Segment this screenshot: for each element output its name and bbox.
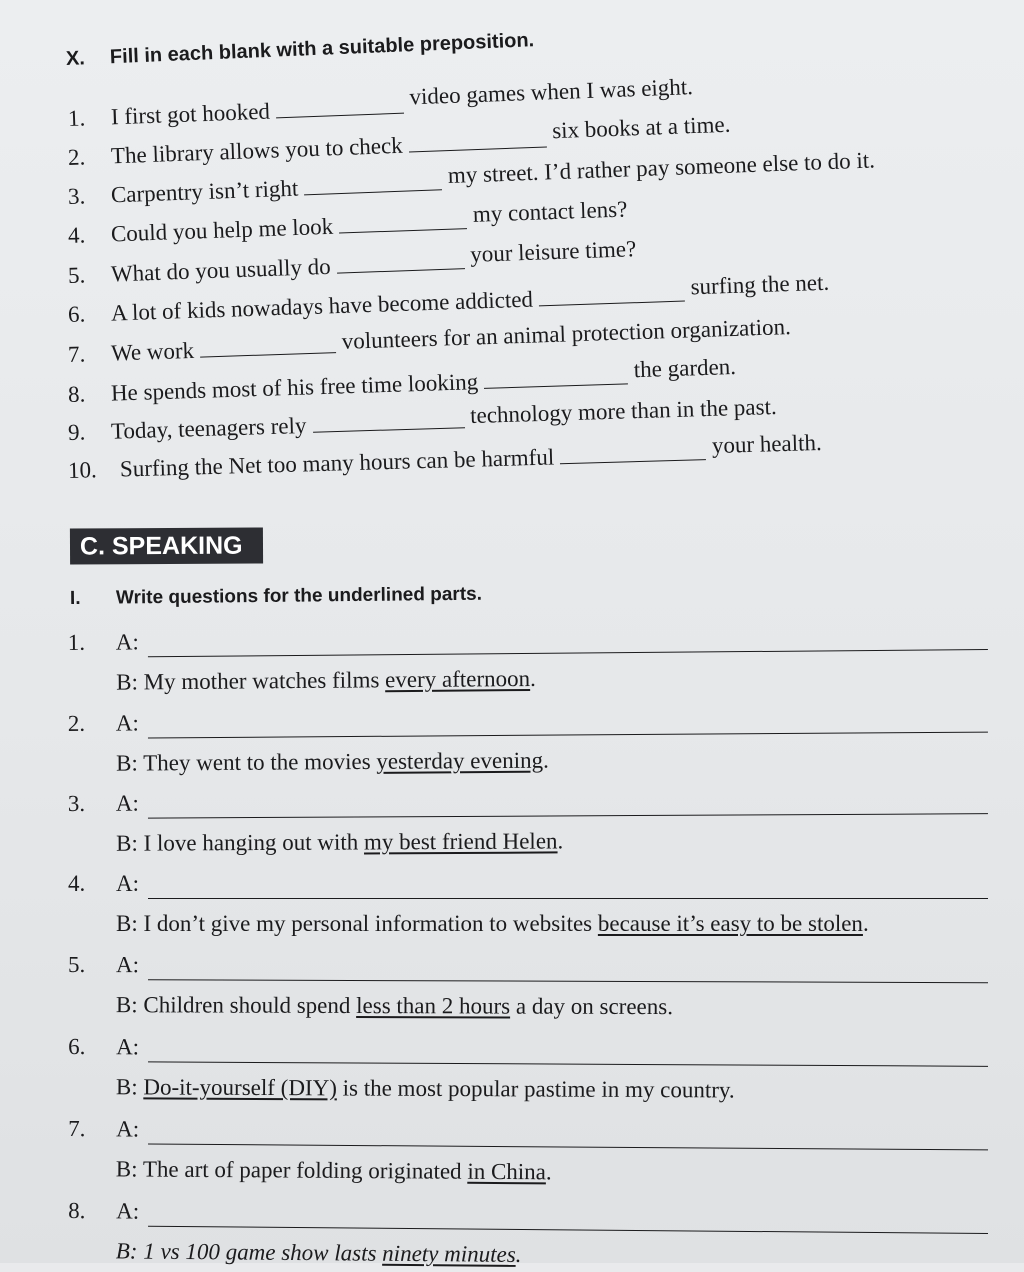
item-text-after: my street. I’d rather pay someone else to do it. — [447, 147, 876, 189]
answer-line[interactable] — [148, 979, 988, 983]
answer-line[interactable] — [148, 1226, 988, 1234]
answer-blank[interactable] — [275, 95, 404, 119]
section-badge: C. SPEAKING — [70, 527, 263, 564]
b-text-after: a day on screens. — [510, 993, 674, 1020]
b-text-after: . — [515, 1241, 522, 1267]
answer-blank[interactable] — [339, 210, 468, 233]
b-answer — [68, 1074, 988, 1105]
b-text-after: is the most popular pastime in my country. — [336, 1075, 735, 1103]
b-underlined-part: ninety minutes — [382, 1240, 516, 1267]
qa-item-5 — [68, 952, 988, 1021]
item-number: 3. — [67, 790, 86, 817]
answer-blank[interactable] — [336, 250, 465, 273]
a-label: A: — [115, 790, 139, 816]
answer-blank[interactable] — [560, 441, 706, 464]
b-text-before: B: 1 vs 100 game show lasts — [115, 1238, 383, 1266]
b-underlined-part: less than 2 hours — [356, 993, 511, 1019]
item-number: 6. — [67, 301, 86, 327]
b-text-before: B: My mother watches films — [116, 667, 386, 695]
b-answer — [68, 745, 988, 777]
answer-blank[interactable] — [304, 171, 443, 195]
item-text-after: surfing the net. — [690, 269, 830, 300]
item-text-after: video games when I was eight. — [409, 74, 694, 110]
item-text-before: Carpentry isn’t right — [110, 175, 299, 208]
item-number: 4. — [68, 871, 86, 896]
answer-blank[interactable] — [408, 128, 547, 152]
answer-line[interactable] — [148, 732, 988, 739]
item-number: 1. — [67, 629, 86, 656]
qa-item-1 — [68, 622, 989, 696]
b-underlined-part: Do-it-yourself (DIY) — [143, 1074, 337, 1101]
item-text-after: six books at a time. — [551, 111, 731, 144]
item-number: 5. — [67, 262, 86, 288]
exercise-x-item-10 — [67, 429, 823, 484]
b-text-before: B: — [115, 1074, 144, 1100]
exercise-x-item-5 — [67, 236, 637, 289]
item-text-after: technology more than in the past. — [469, 393, 777, 429]
item-number: 4. — [67, 222, 86, 248]
answer-blank[interactable] — [484, 365, 629, 389]
exercise-x-title: Fill in each blank with a suitable preposition. — [109, 29, 535, 69]
answer-line[interactable] — [148, 1061, 988, 1066]
b-underlined-part: my best friend Helen — [363, 828, 558, 855]
item-text-before: What do you usually do — [110, 253, 332, 287]
qa-item-6 — [68, 1034, 988, 1105]
qa-item-7 — [68, 1116, 988, 1188]
item-text-after: the garden. — [633, 354, 737, 383]
b-answer — [68, 662, 988, 696]
b-text-after: . — [545, 1159, 552, 1185]
item-text-before: We work — [110, 337, 195, 366]
exercise-x-item-9 — [67, 393, 778, 446]
item-text-before: Today, teenagers rely — [110, 412, 307, 444]
b-text-after: . — [862, 911, 869, 936]
b-underlined-part: yesterday evening — [376, 747, 544, 774]
item-text-after: your health. — [711, 429, 823, 459]
a-label: A: — [116, 1034, 140, 1060]
item-text-before: The library allows you to check — [110, 132, 404, 169]
item-number: 3. — [67, 183, 86, 209]
b-text-before: B: They went to the movies — [116, 748, 377, 776]
a-label: A: — [116, 1198, 140, 1224]
item-number: 5. — [68, 952, 86, 978]
item-text-before: I first got hooked — [110, 98, 271, 130]
b-underlined-part: every afternoon — [384, 665, 531, 693]
item-number: 8. — [68, 1198, 86, 1224]
answer-blank[interactable] — [200, 334, 337, 357]
qa-item-3 — [68, 786, 988, 857]
item-number: 9. — [67, 419, 86, 445]
exercise-i-number: I. — [69, 587, 81, 609]
qa-item-8 — [68, 1198, 989, 1272]
item-text-before: He spends most of his free time looking — [110, 369, 479, 406]
exercise-x-number: X. — [65, 47, 86, 70]
item-text-after: your leisure time? — [469, 236, 637, 267]
exercise-i-heading — [70, 584, 482, 610]
item-number: 2. — [67, 710, 86, 737]
b-text-after: . — [557, 828, 564, 854]
b-underlined-part: because it’s easy to be stolen — [597, 911, 863, 936]
answer-blank[interactable] — [539, 283, 686, 307]
item-number: 10. — [67, 457, 98, 483]
answer-line[interactable] — [148, 649, 988, 657]
item-number: 7. — [68, 1116, 86, 1142]
item-text-after: my contact lens? — [472, 196, 628, 227]
a-label: A: — [115, 629, 139, 655]
exercise-x-heading — [66, 29, 535, 71]
b-text-before: B: I don’t give my personal information to websites — [116, 911, 598, 936]
exercise-i-title: Write questions for the underlined parts. — [115, 583, 483, 609]
answer-line[interactable] — [148, 1144, 988, 1151]
item-text-before: Could you help me look — [110, 213, 334, 247]
b-text-after: . — [529, 665, 536, 691]
a-label: A: — [116, 871, 139, 896]
a-label: A: — [115, 710, 139, 736]
b-answer — [68, 1156, 988, 1188]
b-answer — [68, 826, 988, 857]
qa-item-4 — [68, 871, 988, 937]
item-text-before: Surfing the Net too many hours can be harmful — [119, 444, 555, 482]
answer-blank[interactable] — [312, 409, 464, 433]
a-label: A: — [116, 952, 140, 978]
answer-line[interactable] — [148, 898, 988, 899]
item-number: 7. — [67, 341, 86, 367]
b-answer — [68, 911, 988, 937]
b-text-after: . — [542, 747, 549, 773]
a-label: A: — [116, 1116, 140, 1142]
qa-item-2 — [68, 705, 988, 777]
b-underlined-part: in China — [467, 1158, 547, 1185]
b-answer — [68, 992, 988, 1021]
item-number: 8. — [67, 381, 86, 407]
b-text-before: B: The art of paper folding originated — [115, 1156, 468, 1184]
item-number: 2. — [67, 144, 86, 170]
b-text-before: B: Children should spend — [115, 992, 357, 1019]
item-text-after: volunteers for an animal protection organization. — [341, 314, 792, 354]
item-number: 1. — [67, 105, 86, 131]
item-text-before: A lot of kids nowadays have become addicted — [110, 286, 534, 326]
b-text-before: B: I love hanging out with — [116, 829, 365, 856]
b-answer — [68, 1238, 988, 1272]
item-number: 6. — [68, 1034, 86, 1060]
answer-line[interactable] — [148, 813, 988, 818]
